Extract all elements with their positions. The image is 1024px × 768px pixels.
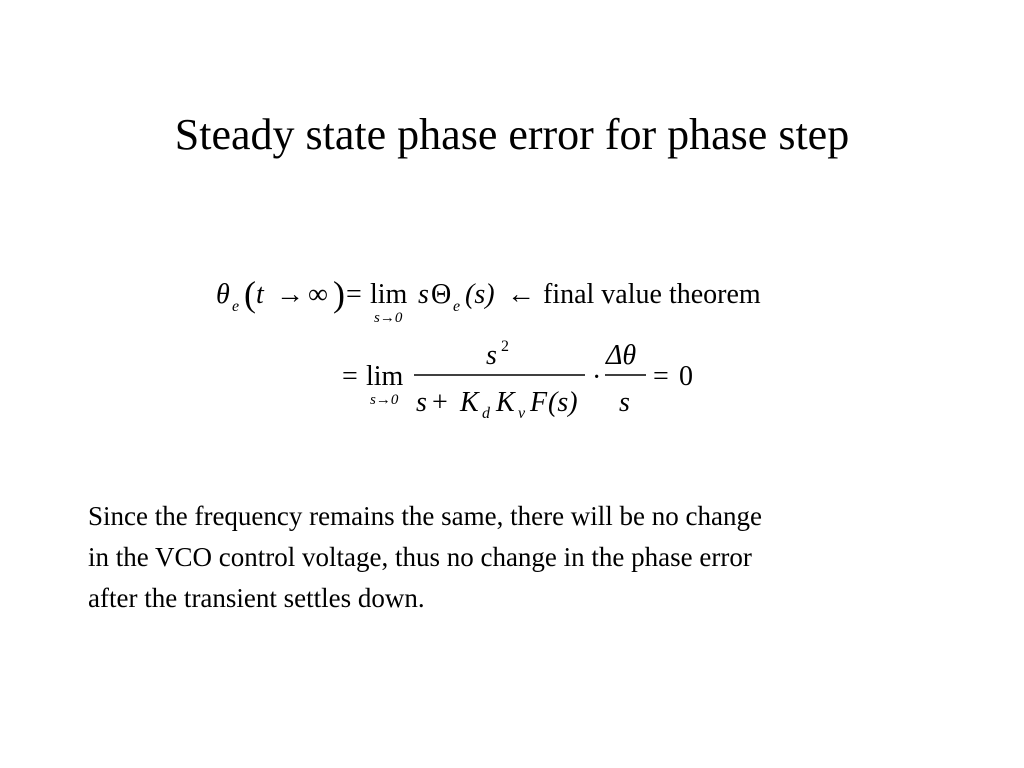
plus-sign: +	[432, 387, 448, 418]
result-equals-sign: =	[653, 361, 669, 392]
filter-argument: (s)	[548, 387, 578, 418]
subscript-d: d	[482, 405, 490, 422]
body-line: Since the frequency remains the same, there will be no change	[88, 501, 762, 531]
lim-subscript: s→0	[374, 310, 403, 326]
subscript-e: e	[232, 298, 240, 315]
theorem-note: final value theorem	[543, 279, 761, 310]
denominator-s: s	[416, 387, 427, 418]
theta-symbol: θ	[216, 279, 230, 310]
left-paren: (	[244, 274, 256, 314]
numerator-exponent: 2	[501, 338, 509, 355]
body-line: after the transient settles down.	[88, 583, 425, 613]
numerator-s: s	[486, 340, 497, 371]
equation-line-1	[216, 274, 761, 326]
delta-theta: Δθ	[606, 340, 637, 371]
argument-s: (s)	[465, 279, 495, 310]
lim-operator-2: lim	[366, 361, 404, 392]
arrow-symbol: →	[276, 279, 304, 310]
left-arrow-symbol: ←	[507, 279, 535, 310]
denominator-s-2: s	[619, 387, 630, 418]
infinity-symbol: ∞	[308, 279, 328, 310]
subscript-e2: e	[453, 298, 461, 315]
variable-s: s	[418, 279, 429, 310]
multiply-dot: ·	[592, 362, 602, 393]
slide-title: Steady state phase error for phase step	[174, 110, 850, 159]
gain-k-d: K	[460, 387, 479, 418]
capital-theta-symbol: Θ	[431, 279, 452, 310]
lim-subscript-2: s→0	[370, 392, 399, 408]
gain-k-v: K	[496, 387, 515, 418]
equals-sign: =	[346, 279, 362, 310]
right-paren: )	[333, 274, 345, 314]
equation-line-2	[342, 338, 693, 422]
body-line: in the VCO control voltage, thus no change in the phase error	[88, 542, 752, 572]
body-paragraph	[88, 496, 968, 619]
result-value: 0	[679, 361, 693, 392]
equals-sign-2: =	[342, 361, 358, 392]
subscript-v: v	[518, 405, 526, 422]
variable-t: t	[256, 279, 264, 310]
lim-operator: lim	[370, 279, 408, 310]
filter-f: F	[530, 387, 548, 418]
